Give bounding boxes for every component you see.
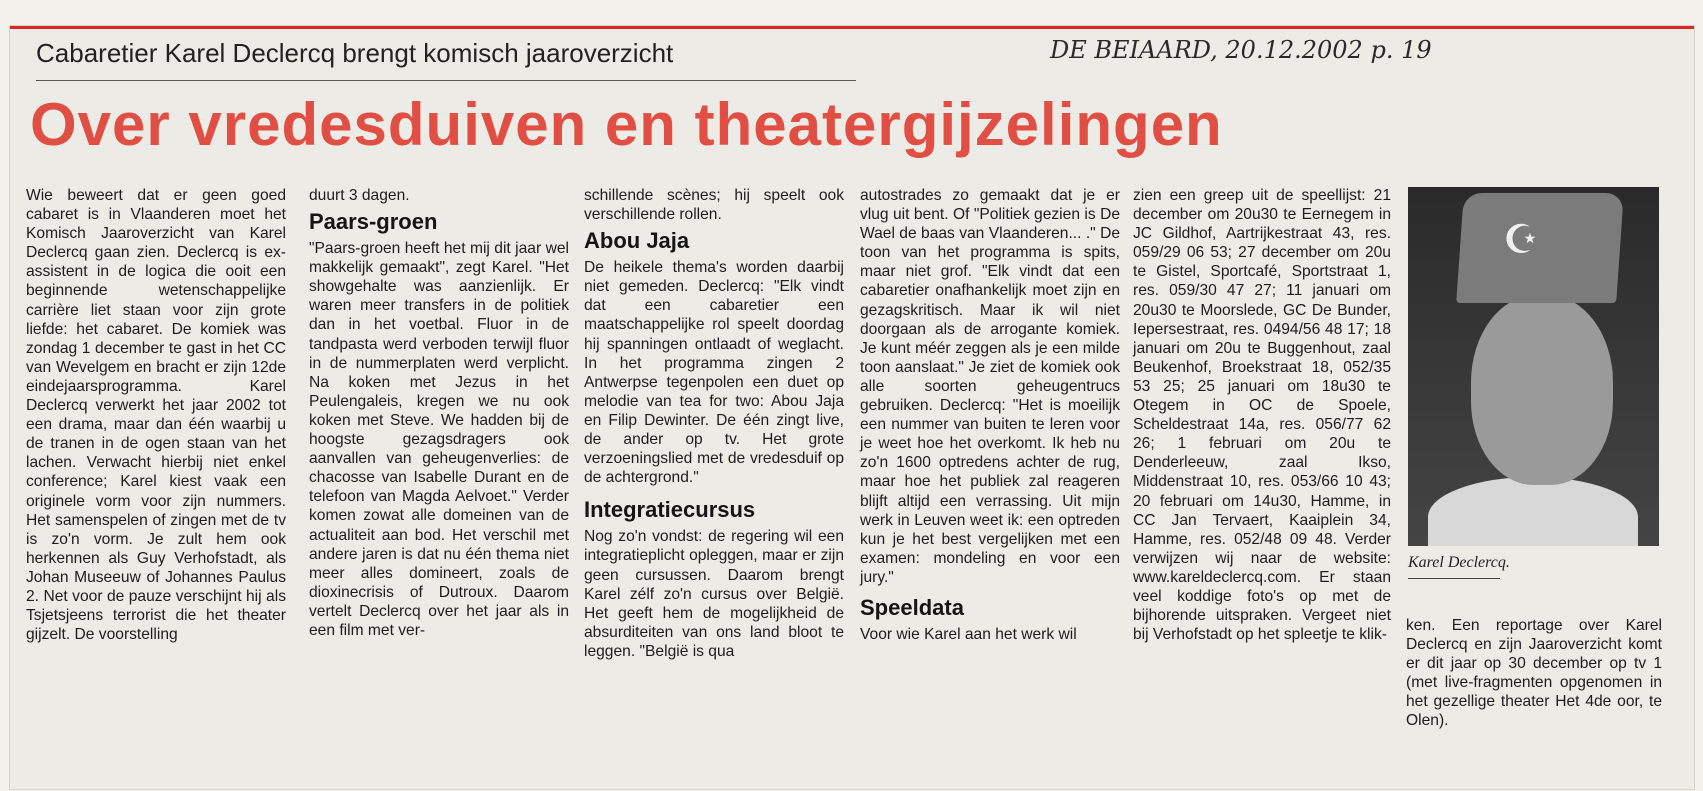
body-paragraph: autostrades zo gemaakt dat je er vlug uit bent. Of "Politiek gezien is De Wael de baas van Vlaanderen... ." De toon van het programma is spits, maar niet grof. "Elk vindt dat een cabaretier onafhankelijk moet zijn en gezagskritisch. Maar ik wil niet doorgaan als de arrogante komiek. Je kunt méér zeggen als je een milde toon aanslaat." Je ziet de komiek ook alle soorten geheugentrucs gebruiken. Declercq: "Het is moeilijk een nummer van buiten te leren voor je weet hoe het overkomt. Ik heb nu zo'n 1600 optredens achter de rug, maar hoe het publiek zal reageren blijft altijd een verrassing. Uit mijn werk in Leuven weet ik: een optreden kun je het best vergelijken met een examen: mondeling en voor een jury." [860, 187, 1120, 586]
article-column-6 [1406, 616, 1662, 731]
photo-shirt [1428, 477, 1638, 546]
portrait-photo [1408, 187, 1659, 546]
article-column-4 [860, 186, 1120, 644]
caption-rule [1408, 578, 1500, 579]
photo-caption: Karel Declercq. [1408, 554, 1510, 571]
headline: Over vredesduiven en theatergijzelingen [30, 91, 1223, 158]
body-paragraph: Voor wie Karel aan het werk wil [860, 625, 1077, 643]
body-paragraph: duurt 3 dagen. [309, 187, 410, 204]
kicker-line: Cabaretier Karel Declercq brengt komisch jaaroverzicht [36, 38, 674, 68]
article-column-3 [584, 186, 844, 661]
kicker-rule [36, 80, 856, 81]
article-column-2 [309, 186, 569, 640]
subheading-abou-jaja: Abou Jaja [584, 228, 690, 254]
photo-fez-hat [1456, 193, 1624, 303]
article-column-1 [26, 186, 286, 644]
body-paragraph: Wie beweert dat er geen goed cabaret is in Vlaanderen moet het Komisch Jaaroverzicht van Karel Declercq gaan zien. Declercq is ex-assistent in de logica die ooit een beginnende wetenschappelijke carrière liet staan voor zijn grote liefde: het cabaret. De komiek was zondag 1 december te gast in het CC van Wevelgem en bracht er zijn 12de eindejaarsprogramma. Karel Declercq verwerkt het jaar 2002 tot een drama, maar dan één waarbij u de tranen in de ogen staan van het lachen. Verwacht hierbij niet enkel conference; Karel kiest vaak een originele vorm voor zijn nummers. Het samenspelen of zingen met de tv is zo'n vorm. Je zult hem ook herkennen als Guy Verhofstadt, als Johan Museeuw of Johannes Paulus 2. Net voor de pauze verschijnt hij als Tsjetsjeens terrorist die het theater gijzelt. De voorstelling [26, 187, 286, 644]
subheading-paars-groen: Paars-groen [309, 209, 438, 235]
subheading-integratiecursus: Integratiecursus [584, 497, 756, 523]
photo-face [1471, 295, 1613, 485]
subheading-speeldata: Speeldata [860, 594, 964, 620]
article-column-5 [1133, 186, 1391, 644]
handwritten-source-note: DE BEIAARD, 20.12.2002 p. 19 [1050, 36, 1432, 64]
body-paragraph: Nog zo'n vondst: de regering wil een integratieplicht opleggen, maar er zijn geen cursussen. Daarom brengt Karel zélf zo'n cursus over België. Het geeft hem de mogelijkheid de absurditeiten van ons land bloot te leggen. "België is qua [584, 528, 844, 660]
body-paragraph: ken. Een reportage over Karel Declercq en zijn Jaaroverzicht komt er dit jaar op 30 december op tv 1 (met live-fragmenten opgenomen in het gezellige theater Het 4de oor, te Olen). [1406, 617, 1662, 730]
body-paragraph: "Paars-groen heeft het mij dit jaar wel makkelijk gemaakt", zegt Karel. "Het showgehalte was aanzienlijk. Er waren meer transfers in de politiek dan in het voetbal. Fluor in de tandpasta werd verboden terwijl fluor in de nummerplaten werd verplicht. Na koken met Jezus in het Peulengaleis, kregen we nu ook koken met Steve. We hadden bij de hoogste gezagsdragers ook aanvallen van geheugenverlies: de chacosse van Isabelle Durant en de telefoon van Magda Aelvoet." Verder komen zowat alle domeinen van de actualiteit aan bod. Het verschil met andere jaren is dat nu één thema niet meer alles domineert, zoals de dioxinecrisis of Dutroux. Daarom vertelt Declercq over het jaar als in een film met ver- [309, 240, 569, 639]
body-paragraph: zien een greep uit de speellijst: 21 december om 20u30 te Eernegem in JC Gildhof, Aartrijkestraat 43, res. 059/29 06 53; 27 december om 20u te Gistel, Sportcafé, Sportstraat 1, res. 059/30 47 27; 11 januari om 20u30 te Moorslede, GC De Bunder, Iepersestraat, res. 0494/56 48 17; 18 januari om 20u te Buggenhout, zaal Beukenhof, Broekstraat 18, 052/35 53 25; 25 januari om 18u30 te Otegem in OC de Spoele, Scheldestraat 14a, res. 056/77 62 26; 1 februari om 20u te Denderleeuw, zaal Ikso, Middenstraat 10, res. 053/66 10 43; 20 februari om 14u30, Hamme, in CC Jan Tervaert, Kaaiplein 34, Hamme, res. 052/48 09 48. Verder verwijzen wij naar de website: www.kareldeclercq.com. Er staan veel koddige foto's op met de bijhorende uitspraken. Vergeet niet bij Verhofstadt op het spleetje te klik- [1133, 187, 1391, 644]
body-paragraph: schillende scènes; hij speelt ook verschillende rollen. [584, 187, 844, 224]
star-crescent-icon: ☪ [1503, 218, 1539, 262]
body-paragraph: De heikele thema's worden daarbij niet gemeden. Declercq: "Elk vindt dat een cabaretier een maatschappelijke rol speelt doordag hij spanningen ontlaadt of weglacht. In het programma zingen 2 Antwerpse tegenpolen een duet op melodie van tea for two: Abou Jaja en Filip Dewinter. De één zingt live, de ander op tv. Het grote verzoeningslied met de vredesduif op de achtergrond." [584, 259, 844, 487]
